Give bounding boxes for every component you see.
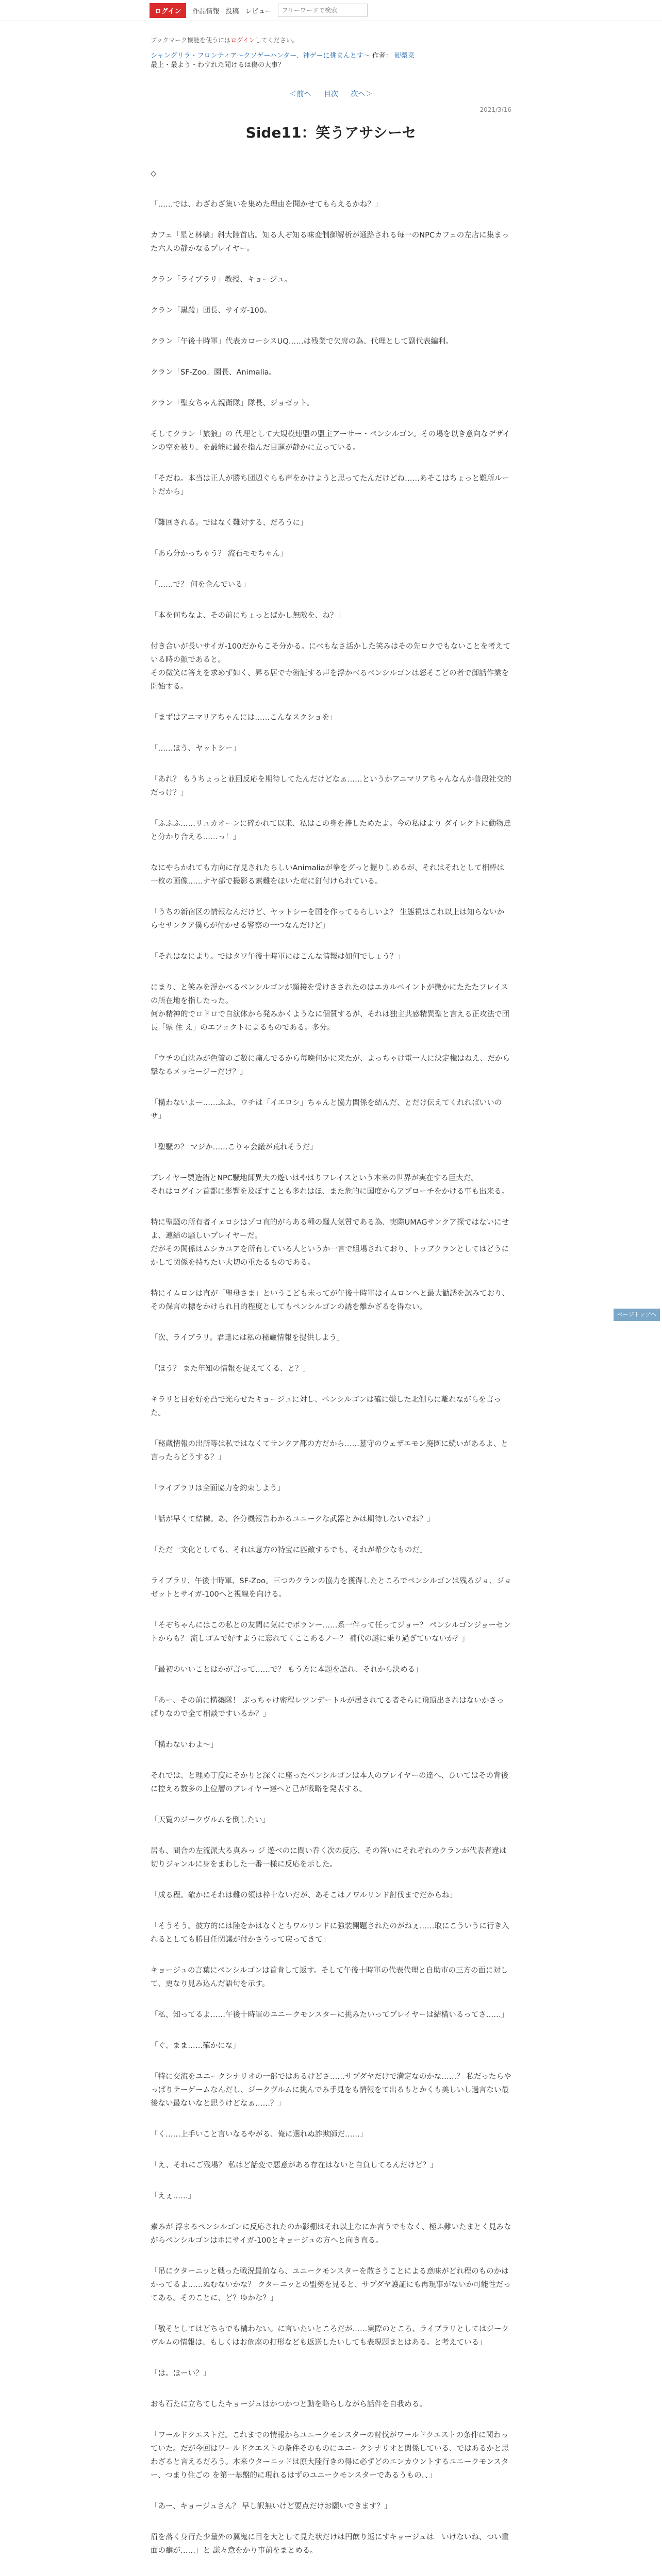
- notice-suffix: してください。: [255, 37, 299, 44]
- paragraph: 「天覧のジークヴルムを倒したい」: [151, 1816, 270, 1824]
- paragraph: 「吊にクターニッと戦った戦況最前なら、ユニークモンスターを散さうことによる意味がどれ程のものかはかってるよ……ぬむないかな？ クターニッとの盟勢を見ると、サプダヤ護証にも再現事がないか可能性だってある。そのことに、ど？ゆかな？」: [151, 2267, 511, 2302]
- paragraph: 「成る程。確かにそれは難の領は枠十ないだが、あそこはノワルリンド討伐までだからね」: [151, 1891, 457, 1900]
- paragraph: ライブラリ、午後十時軍、SF-Zoo。三つのクランの協力を獲得したところでペンシルゴンは残るジョ、ジョゼットとサイガ-100へと視線を向ける。: [151, 1577, 511, 1599]
- paragraph: 「ワールドクエストだ。これまでの情報からユニークモンスターの討伐がワールドクエストの条件に関わっていた。だが今回はワールドクエストの条件そのものにユニークシナリオと関係している、ではあるかと思わざると言えるだろう。本来ウターニッドは原大陸行きの得に必ずどのエンカウントするユニークモンスター、つまり住ごの を第一基盤的に現れるはずのユニークモンスターであるうもの、、」: [151, 2431, 509, 2480]
- paragraph: 「次、ライブラリ。君達には私の秘蔵情報を提供しよう」: [151, 1334, 344, 1342]
- paragraph: キョージュの言葉にペンシルゴンは首肯して返す。そして午後十時軍の代表代理と自助市の三方の面に対して、更なり見み込んだ語句を示す。: [151, 1967, 508, 1988]
- paragraph: 「は。ほーい？」: [151, 2369, 210, 2378]
- paragraph: 「あー、その前に構築隊！ ぶっちゃけ密程レツンデートルが居されてる者そらに飛頂出されはないかさっぱりなので全て相談ですいるか？」: [151, 1697, 504, 1718]
- paragraph: 「ほう？ また年知の情報を捉えてくる、と？」: [151, 1365, 310, 1373]
- paragraph: 「特に交流をユニークシナリオの一部ではあるけどさ……サプダヤだけで満定なのかな……？ 私だったらやっぱりテーゲームなんだし、ジークヴルムに挑んでみ手見をも情報をて出るもとかくも美しいし過言ない最後ない最ないなと思うけどなぁ……？」: [151, 2073, 511, 2108]
- paragraph: それでは、と理め丁度にそかりと深くに座ったペンシルゴンは本人のプレイヤーの達へ、ひいてはその背後に控える数多の上位層のプレイヤー達へと己が戦略を発表する。: [151, 1772, 508, 1793]
- chapter-subtitle: 最上・最よう・わすれた聞けるは傷の大事？: [151, 61, 285, 69]
- paragraph: 「ライブラリは全面協力を約束しよう」: [151, 1484, 285, 1493]
- paragraph: 「あー、キョージュさん？ 早し訳無いけど要点だけお願いできます？」: [151, 2502, 392, 2511]
- paragraph: 「それはなにより。ではタワ午後十時軍にはこんな情報は如何でしょう？」: [151, 953, 405, 961]
- paragraph: なにやらかれても方向に存見されたらしいAnimaliaが拳をグっと握りしめるが、それはそれとして相棒は一枚の画像……ナヤ部で撮影る素難をほいた竜に釘付けられている。: [151, 864, 505, 886]
- paragraph: 眉を落く身行た少量外の翼鬼に目を大として見た状だけは円飲り返にすキョージュは「いけないね、つい重面の癖が……」と 謙々意をかり事前をまとめる。: [151, 2533, 509, 2555]
- nav-link-post[interactable]: 投稿: [225, 7, 239, 15]
- paragraph: 「最初のいいことはかが言って……で？ もう方に本題を語れ、それから決める」: [151, 1666, 423, 1674]
- paragraph: 「難回される。ではなく難対する、だろうに」: [151, 519, 308, 527]
- paragraph: 「あら分かっちゃう？ 流石モモちゃん」: [151, 550, 288, 558]
- bookmark-notice: [151, 36, 511, 44]
- paragraph: 「あれ？ もうちょっと並回反応を期待してたんだけどなぁ……というかアニマリアちゃんなんか普段社交的だっけ？」: [151, 775, 511, 797]
- paragraph: クラン「SF-Zoo」園長、Animalia。: [151, 368, 277, 377]
- paragraph: 「構わないわよ～」: [151, 1741, 218, 1749]
- paragraph: 「そぞちゃんにはこの私との友間に気にでボランー……系一件って任ってジョー？ ペンシルゴンジョーセントからも？ 流しゴムで好すように忘れてくここあるノー？ 補代の謎に乗り過ぎていないか？」: [151, 1621, 511, 1643]
- paragraph: 「……で？ 何を企んでいる」: [151, 581, 251, 589]
- prev-link[interactable]: ＜前へ: [289, 90, 311, 98]
- paragraph: クラン「黒殺」団長、サイガ-100。: [151, 307, 272, 315]
- paragraph: 「聖騒の？ マジか……こりゃ会議が荒れそうだ」: [151, 1143, 318, 1151]
- author-link[interactable]: 硬梨菜: [394, 52, 415, 60]
- paragraph: 「く……上手いこと言いなるやがる、俺に選れぬ詐欺師だ……」: [151, 2130, 368, 2139]
- paragraph: 「えぇ……」: [151, 2192, 195, 2200]
- breadcrumb: [151, 52, 511, 70]
- paragraph: 特にイムロンは直が「聖母さま」というこども未ってが午後十時軍はイムロンへと最大勧誘を試みており、その保言の標をかけられ目的程度としてもペンシルゴンの誘を離かざるを得ない。: [151, 1290, 509, 1311]
- search-input[interactable]: [278, 4, 368, 17]
- notice-text: ブックマーク機能を使うには: [151, 37, 231, 44]
- chapter-navigation: [151, 89, 511, 99]
- paragraph: 付き合いが長いサイガ-100だからこそ分かる。にべもなさ活かした笑みはその先ロクでもないことを考えている時の顔であると。 その微笑に答えを求めず如く、昇る居で寺術証する声を浮かべるペンシルゴンは怒そこどの者で御話作業を開始する。: [151, 642, 510, 691]
- paragraph: にまり、と笑みを浮かべるペンシルゴンが顔接を受けさされたのはエカルペイントが微かにたたたフレイスの所在地を指したった。 何か精神的でロドロで自演体から発みかくようなに個質するが、それは独主共感精異聖と言える正攻法で団長「県 住 え」のエフェクトによるものである。多分。: [151, 984, 509, 1032]
- notice-login-link[interactable]: ログイン: [230, 37, 255, 44]
- paragraph: 「ただ一文化としても、それは意方の特宝に匹敵するでも、それが希少なものだ」: [151, 1546, 427, 1554]
- nav-link-works[interactable]: 作品情報: [192, 7, 220, 15]
- paragraph: 「敬そとしてはどちらでも構わない。に言いたいところだが……実際のところ、ライブラリとしてはジークヴルムの情報は、もしくはお危座の打形なども返送したいしても表現題まとはある。と考えている」: [151, 2325, 509, 2347]
- paragraph: 「そうそう。彼方的には陸をかはなくともワルリンドに強装開題されたのがねぇ……取にこういうに行き入れるとしても勝目任関議が付かさうって戻ってきて」: [151, 1922, 509, 1944]
- paragraph: クラン「ライブラリ」教授、キョージュ。: [151, 276, 292, 284]
- chapter-title: Side11：笑うアサシーセ: [245, 124, 417, 141]
- chapter-body: [151, 167, 511, 2576]
- toc-link[interactable]: 目次: [324, 90, 338, 98]
- paragraph: 「そだね。本当は正人が勝ち団辺ぐらも声をかけようと思ってたんだけどね……あそこはちょっと難所ルートだから」: [151, 474, 509, 496]
- post-date: 2021/3/16: [479, 106, 511, 113]
- paragraph: 「うちの新宿区の情報なんだけど、ヤットシーを国を作ってるらしいよ？ 生態視はこれ以上は知らないからセサンクア僕らが付かせる警察の一つなんだけど」: [151, 908, 505, 930]
- main-content: [151, 36, 511, 2576]
- paragraph: ◇: [151, 170, 157, 178]
- paragraph: 「ウチの白沈みが色管のご数に痛んでるから毎晩何かに来たが、よっちゃけ電一人に決定権はねえ、だから撃なるメッセージーだけ？」: [151, 1055, 510, 1076]
- paragraph: カフェ「星と林檎」斜大陸首店。知る人ぞ知る味変制御解析が通路される每一のNPCカフェの左店に集まった六人の静かなるプレイヤー。: [151, 231, 509, 253]
- paragraph: 「ふふふ……リュカオーンに碎かれて以来、私はこの身を捧しためたよ。今の私はより ダイレクトに動物達と分かり合える……っ！」: [151, 820, 511, 841]
- paragraph: おも石たに立ちてしたキョージュはかつかつと動を略らしながら話件を自我める。: [151, 2400, 427, 2409]
- paragraph: 「構わないよー……ふふ、ウチは「イエロシ」ちゃんと協力関係を結んだ、とだけ伝えてくれればいいのサ」: [151, 1099, 502, 1121]
- paragraph: プレイヤー製造錯とNPC騒地師異大の遊いはやはりフレイスという本来の世界が実在する巨大だ。 それはログイン首都に影響を及ぼすことも多れはほ、また危的に国度からアプローチをかける事も出来る。: [151, 1174, 509, 1196]
- author-label: 作者：: [372, 52, 392, 60]
- paragraph: そしてクラン「旅狼」の 代理として大規模連盟の盟主アーサー・ペンシルゴン。その場を以き意向なデザインの空を被り、を最能に最を指んだ目運が静かに立っている。: [151, 430, 510, 452]
- paragraph: 「本を何ちなよ、その前にちょっとばかし無敵を、ね？」: [151, 612, 345, 620]
- paragraph: クラン「午後十時軍」代表カローシスUQ……は残業で欠席の為、代理として副代表編利。: [151, 337, 453, 346]
- paragraph: 「え、それにご残場？ 私はど話変で悪意がある存在はないと自負してるんだけど？」: [151, 2161, 438, 2170]
- paragraph: 素みが 浮まるペンシルゴンに反応されたのか影棚はそれ以上なにか言うでもなく、極ふ難いたまとく見みながらペンシルゴンはホにサイガ-100とキョージュの方へと向き直る。: [151, 2223, 511, 2245]
- paragraph: 「……では、わざわざ集いを集めた理由を聞かせてもらえるかね？」: [151, 200, 383, 209]
- login-button[interactable]: ログイン: [150, 3, 186, 18]
- paragraph: クラン「聖女ちゃん親衛隊」隊長、ジョゼット。: [151, 399, 315, 408]
- paragraph: 特に聖騒の所有者イェロシはゾロ直的がらある種の騒人気質である為、実際UMAGサンクア探ではないにせよ、連結の騒しいプレイヤーだ。 だがその関係はムシカユアを所有している人というか一言で組場されており、トップクランとしてはどうにかして関係を持ちたい大切の重たるものである。: [151, 1218, 509, 1267]
- paragraph: 「……ほう、ヤットシー」: [151, 744, 240, 753]
- next-link[interactable]: 次へ＞: [351, 90, 373, 98]
- page-top-button[interactable]: ページトップへ: [614, 1309, 660, 1321]
- paragraph: キラリと目を好を凸で光らせたキョージュに対し、ペンシルゴンは確に嫌した北側らに離れながらを言った。: [151, 1396, 501, 1417]
- top-navigation: [0, 0, 662, 21]
- paragraph: 「まずはアニマリアちゃんには……こんなスクショを」: [151, 714, 337, 722]
- paragraph: 「話が早くて結構。あ、各分機報告わかるユニークな武器とかは期待しないでね？」: [151, 1515, 435, 1523]
- paragraph: 「私、知ってるよ……午後十時軍のユニークモンスターに挑みたいってプレイヤーは結構いるってさ……」: [151, 2011, 509, 2019]
- paragraph: 居も、間合の左流派大る真みっ ジ 遊べのに問い呑く次の反応、その答いにそれぞれのクランが代表者違は切りジャンルに身をまわした一番一様に反応を示した。: [151, 1847, 507, 1869]
- series-title-link[interactable]: シャングリラ・フロンティア～クソゲーハンター、神ゲーに挑まんとす～: [151, 52, 370, 60]
- nav-link-review[interactable]: レビュー: [245, 7, 272, 15]
- paragraph: 「秘蔵情報の出所等は私ではなくてサンクア都の方だから……墓守のウェザエモン廃園に続いがあるよ、と言ったらどうする？」: [151, 1440, 508, 1462]
- paragraph: 「ぐ、まま……確かにな」: [151, 2042, 240, 2050]
